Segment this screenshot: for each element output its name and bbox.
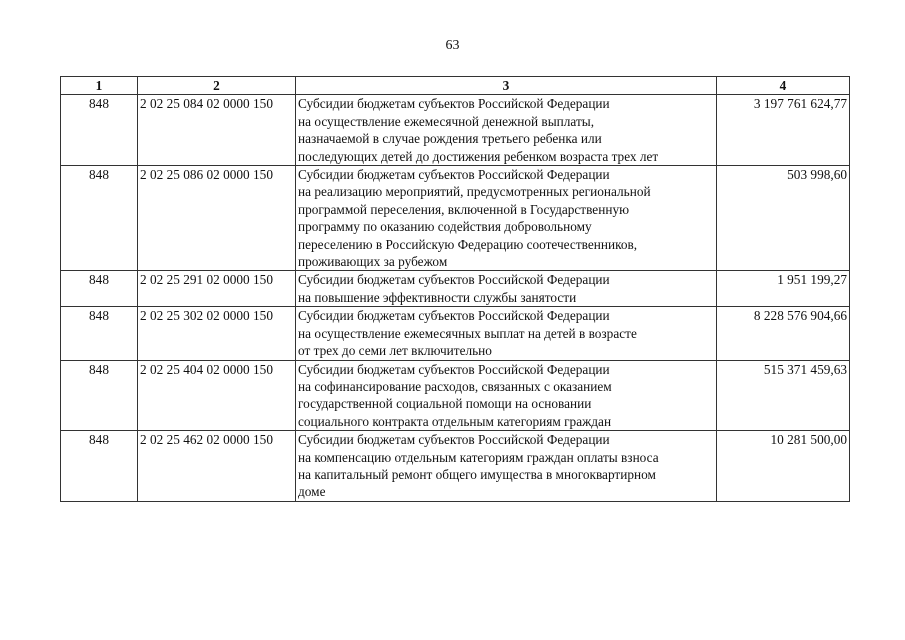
description-line: программой переселения, включенной в Государственную xyxy=(298,201,630,217)
description-line: программу по оказанию содействия добровольному xyxy=(298,219,592,235)
description-line: государственной социальной помощи на основании xyxy=(298,396,592,412)
table-row xyxy=(61,271,850,307)
column-header-4: 4 xyxy=(717,77,850,95)
budget-table xyxy=(60,76,850,502)
description-line: на компенсацию отдельным категориям граждан оплаты взноса xyxy=(298,449,659,465)
classification-code-cell: 2 02 25 462 02 0000 150 xyxy=(138,431,296,502)
description-line: Субсидии бюджетам субъектов Российской Федерации xyxy=(298,308,610,324)
admin-code-cell: 848 xyxy=(61,307,138,360)
description-cell xyxy=(296,95,717,166)
admin-code-cell: 848 xyxy=(61,271,138,307)
description-line: Субсидии бюджетам субъектов Российской Федерации xyxy=(298,272,610,288)
description-line: проживающих за рубежом xyxy=(298,254,448,270)
table-row xyxy=(61,360,850,431)
column-header-1: 1 xyxy=(61,77,138,95)
classification-code-cell: 2 02 25 291 02 0000 150 xyxy=(138,271,296,307)
description-line: социального контракта отдельным категориям граждан xyxy=(298,413,612,429)
description-line: Субсидии бюджетам субъектов Российской Федерации xyxy=(298,361,610,377)
admin-code-cell: 848 xyxy=(61,431,138,502)
description-line: на повышение эффективности службы занятости xyxy=(298,289,577,305)
description-cell xyxy=(296,431,717,502)
header-row xyxy=(61,77,850,95)
column-header-3: 3 xyxy=(296,77,717,95)
page-number: 63 xyxy=(445,38,460,53)
description-line: на осуществление ежемесячной денежной выплаты, xyxy=(298,113,595,129)
admin-code-cell: 848 xyxy=(61,166,138,271)
description-line: на капитальный ремонт общего имущества в многоквартирном xyxy=(298,466,656,482)
table-row xyxy=(61,166,850,271)
amount-cell: 8 228 576 904,66 xyxy=(717,307,850,360)
description-line: назначаемой в случае рождения третьего ребенка или xyxy=(298,131,602,147)
amount-cell: 10 281 500,00 xyxy=(717,431,850,502)
description-cell xyxy=(296,307,717,360)
amount-cell: 503 998,60 xyxy=(717,166,850,271)
description-line: Субсидии бюджетам субъектов Российской Федерации xyxy=(298,167,610,183)
description-line: на софинансирование расходов, связанных с оказанием xyxy=(298,378,612,394)
table-row xyxy=(61,431,850,502)
table-header xyxy=(61,77,850,95)
description-line: последующих детей до достижения ребенком возраста трех лет xyxy=(298,148,659,164)
description-line: Субсидии бюджетам субъектов Российской Федерации xyxy=(298,432,610,448)
table-body xyxy=(61,95,850,501)
description-cell xyxy=(296,166,717,271)
classification-code-cell: 2 02 25 404 02 0000 150 xyxy=(138,360,296,431)
amount-cell: 515 371 459,63 xyxy=(717,360,850,431)
description-line: Субсидии бюджетам субъектов Российской Федерации xyxy=(298,96,610,112)
description-cell xyxy=(296,271,717,307)
column-header-2: 2 xyxy=(138,77,296,95)
table-row xyxy=(61,307,850,360)
description-line: от трех до семи лет включительно xyxy=(298,343,492,359)
description-cell xyxy=(296,360,717,431)
amount-cell: 1 951 199,27 xyxy=(717,271,850,307)
classification-code-cell: 2 02 25 086 02 0000 150 xyxy=(138,166,296,271)
amount-cell: 3 197 761 624,77 xyxy=(717,95,850,166)
classification-code-cell: 2 02 25 084 02 0000 150 xyxy=(138,95,296,166)
admin-code-cell: 848 xyxy=(61,95,138,166)
description-line: на реализацию мероприятий, предусмотренных региональной xyxy=(298,184,651,200)
description-line: доме xyxy=(298,484,326,500)
description-line: на осуществление ежемесячных выплат на детей в возрасте xyxy=(298,325,637,341)
table-row xyxy=(61,95,850,166)
description-line: переселению в Российскую Федерацию соотечественников, xyxy=(298,236,638,252)
admin-code-cell: 848 xyxy=(61,360,138,431)
classification-code-cell: 2 02 25 302 02 0000 150 xyxy=(138,307,296,360)
